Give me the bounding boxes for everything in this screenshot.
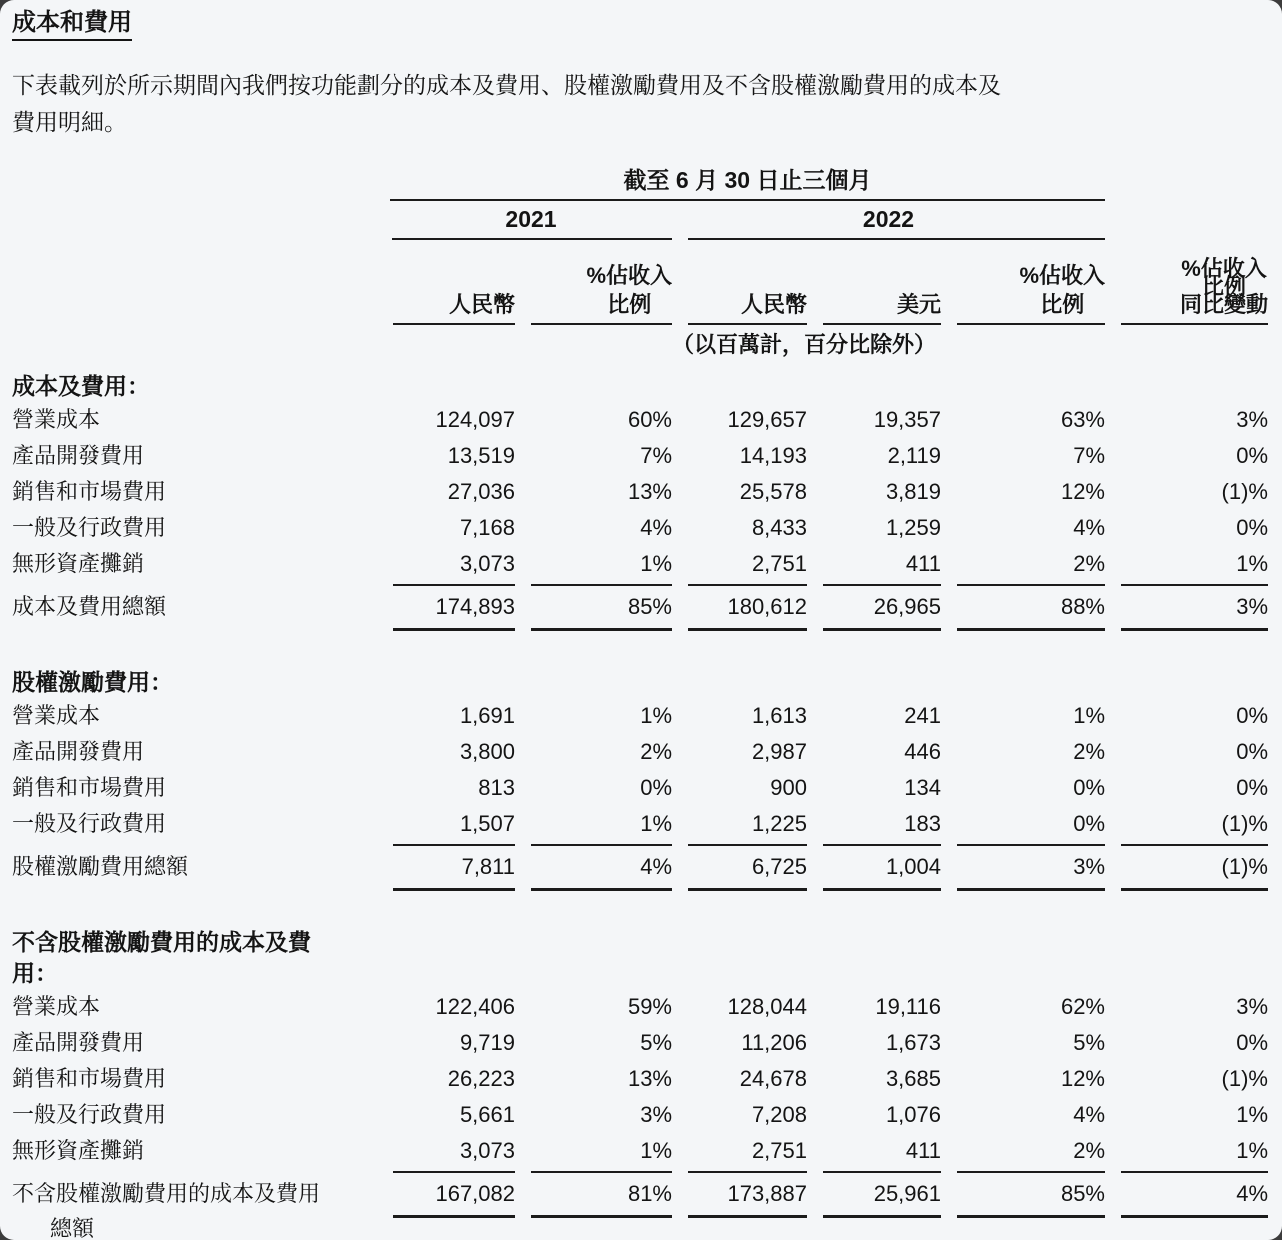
table-row — [12, 546, 1268, 582]
table-row — [12, 1061, 1268, 1097]
cell-value: 124,097 — [435, 407, 515, 432]
cell-value: 1% — [1073, 703, 1105, 728]
cell-value: 1,507 — [459, 811, 515, 836]
cell-value: 0% — [1236, 703, 1268, 728]
cell-value: 1% — [640, 1138, 672, 1163]
total-row — [12, 589, 1268, 625]
column-header-rmb-2021: 人民幣 — [448, 292, 515, 317]
cell-value: 167,082 — [435, 1181, 515, 1206]
cell-value: 3% — [640, 1102, 672, 1127]
column-header-pct-yoy: %佔收入 比例 同比變動 — [1179, 256, 1268, 317]
subtotal-rule — [12, 1169, 1268, 1176]
cell-value: 8,433 — [751, 515, 807, 540]
row-label: 產品開發費用 — [12, 1030, 145, 1055]
row-label: 一般及行政費用 — [12, 515, 167, 540]
table-row — [12, 989, 1268, 1025]
column-header-usd-2022: 美元 — [896, 292, 941, 317]
cell-value: 183 — [904, 811, 941, 836]
cell-value: 3,685 — [885, 1066, 941, 1091]
cell-value: 1,613 — [751, 703, 807, 728]
cell-value: 4% — [640, 515, 672, 540]
table-row — [12, 1133, 1268, 1169]
cell-value: 446 — [904, 739, 941, 764]
cell-value: 27,036 — [447, 479, 515, 504]
cell-value: 85% — [1060, 1181, 1105, 1206]
cell-value: (1)% — [1221, 1066, 1268, 1091]
cell-value: 2,119 — [887, 443, 941, 468]
cell-value: 0% — [1073, 811, 1105, 836]
cell-value: 128,044 — [727, 994, 807, 1019]
cell-value: 12% — [1060, 1066, 1105, 1091]
cell-value: 411 — [905, 551, 941, 576]
cell-value: 2% — [1073, 1138, 1105, 1163]
total-row — [12, 1176, 1268, 1240]
subtotal-rule — [12, 842, 1268, 849]
row-label: 無形資產攤銷 — [12, 551, 145, 576]
cell-value: 173,887 — [727, 1181, 807, 1206]
cell-value: 13,519 — [447, 443, 515, 468]
cell-value: 3% — [1236, 594, 1268, 619]
row-label: 不含股權激勵費用的成本及費用 總額 — [12, 1181, 321, 1240]
cell-value: 0% — [1236, 515, 1268, 540]
cell-value: 62% — [1060, 994, 1105, 1019]
table-row — [12, 1025, 1268, 1061]
cell-value: 2,987 — [751, 739, 807, 764]
cell-value: 14,193 — [739, 443, 807, 468]
table-row — [12, 402, 1268, 438]
row-label: 無形資產攤銷 — [12, 1138, 145, 1163]
column-header-pct-2021: %佔收入 比例 — [586, 263, 672, 317]
cell-value: 1% — [1236, 551, 1268, 576]
cell-value: 180,612 — [727, 594, 807, 619]
cell-value: 1,004 — [885, 854, 941, 879]
cell-value: 9,719 — [459, 1030, 515, 1055]
row-label: 一般及行政費用 — [12, 1102, 167, 1127]
cell-value: 1% — [640, 811, 672, 836]
cell-value: 11,206 — [741, 1030, 807, 1055]
cell-value: (1)% — [1221, 811, 1268, 836]
column-header-rules — [12, 321, 1268, 328]
table-row — [12, 510, 1268, 546]
row-label: 營業成本 — [12, 703, 101, 728]
table-row — [12, 770, 1268, 806]
cell-value: 1,076 — [885, 1102, 941, 1127]
table-row — [12, 806, 1268, 842]
table-row — [12, 438, 1268, 474]
row-label: 銷售和市場費用 — [12, 1066, 167, 1091]
cell-value: (1)% — [1221, 479, 1268, 504]
row-label: 營業成本 — [12, 994, 101, 1019]
cell-value: 0% — [1236, 775, 1268, 800]
cell-value: 3% — [1236, 407, 1268, 432]
cell-value: 3% — [1236, 994, 1268, 1019]
subtotal-rule — [12, 582, 1268, 589]
row-label: 銷售和市場費用 — [12, 775, 167, 800]
cell-value: 7% — [640, 443, 672, 468]
cell-value: 7,168 — [459, 515, 515, 540]
row-label: 成本及費用總額 — [12, 594, 167, 619]
cell-value: 3,800 — [459, 739, 515, 764]
cell-value: 2% — [1073, 739, 1105, 764]
cell-value: 241 — [904, 703, 941, 728]
table-row — [12, 698, 1268, 734]
cell-value: 0% — [1236, 1030, 1268, 1055]
unit-note: （以百萬計，百分比除外） — [672, 332, 937, 357]
table-row — [12, 1097, 1268, 1133]
cell-value: 1% — [640, 551, 672, 576]
cell-value: 2,751 — [751, 1138, 807, 1163]
cell-value: 5% — [1073, 1030, 1105, 1055]
cell-value: 4% — [1073, 515, 1105, 540]
cell-value: 7,208 — [751, 1102, 807, 1127]
cell-value: 2,751 — [751, 551, 807, 576]
cell-value: 13% — [627, 1066, 672, 1091]
year-2022-rule — [688, 238, 1105, 243]
cell-value: 3,073 — [459, 551, 515, 576]
period-header: 截至 6 月 30 日止三個月 — [623, 167, 872, 193]
year-2021-rule — [392, 238, 672, 243]
column-header-rmb-2022: 人民幣 — [740, 292, 807, 317]
intro-line-1: 下表載列於所示期間內我們按功能劃分的成本及費用、股權激勵費用及不含股權激勵費用的成本及 — [12, 72, 1001, 98]
cell-value: 3,819 — [885, 479, 941, 504]
row-label: 銷售和市場費用 — [12, 479, 167, 504]
cell-value: 0% — [1236, 443, 1268, 468]
cell-value: 85% — [627, 594, 672, 619]
cell-value: 1,225 — [751, 811, 807, 836]
year-header-2021: 2021 — [505, 206, 557, 232]
cell-value: 7,811 — [461, 854, 515, 879]
cell-value: 2% — [1073, 551, 1105, 576]
cell-value: 4% — [1073, 1102, 1105, 1127]
cell-value: 24,678 — [739, 1066, 807, 1091]
year-header-2022: 2022 — [862, 206, 915, 232]
cell-value: 12% — [1060, 479, 1105, 504]
cell-value: 1% — [640, 703, 672, 728]
cell-value: 4% — [1236, 1181, 1268, 1206]
table-row — [12, 474, 1268, 510]
row-label: 股權激勵費用總額 — [12, 854, 189, 879]
cell-value: 4% — [640, 854, 672, 879]
cell-value: 0% — [1073, 775, 1105, 800]
section-heading-costs: 成本及費用： — [12, 373, 150, 399]
cell-value: 2% — [640, 739, 672, 764]
total-rule — [12, 885, 1268, 895]
cell-value: 5,661 — [459, 1102, 515, 1127]
costs-and-expenses-table — [12, 165, 1268, 1240]
page-title: 成本和費用 — [12, 8, 132, 41]
total-rule — [12, 625, 1268, 635]
cell-value: 1,259 — [885, 515, 941, 540]
total-row — [12, 849, 1268, 885]
row-label: 營業成本 — [12, 407, 101, 432]
cell-value: 5% — [640, 1030, 672, 1055]
cell-value: 63% — [1060, 407, 1105, 432]
row-label: 產品開發費用 — [12, 739, 145, 764]
cell-value: 122,406 — [435, 994, 515, 1019]
section-heading-excl-sbc: 不含股權激勵費用的成本及費 用： — [12, 929, 311, 986]
row-label: 產品開發費用 — [12, 443, 145, 468]
cell-value: 3,073 — [459, 1138, 515, 1163]
cell-value: 6,725 — [751, 854, 807, 879]
cell-value: 59% — [627, 994, 672, 1019]
cell-value: 411 — [905, 1138, 941, 1163]
cell-value: 3% — [1073, 854, 1105, 879]
cell-value: 1% — [1236, 1138, 1268, 1163]
section-heading-sbc: 股權激勵費用： — [12, 669, 173, 695]
cell-value: 25,578 — [739, 479, 807, 504]
cell-value: 19,116 — [875, 994, 941, 1019]
cell-value: 1,673 — [885, 1030, 941, 1055]
cell-value: 88% — [1060, 594, 1105, 619]
cell-value: 13% — [627, 479, 672, 504]
cell-value: 7% — [1073, 443, 1105, 468]
intro-line-2: 費用明細。 — [12, 109, 127, 135]
intro-paragraph — [12, 67, 1268, 141]
cell-value: 60% — [627, 407, 672, 432]
cell-value: 81% — [627, 1181, 672, 1206]
cell-value: 26,223 — [447, 1066, 515, 1091]
cell-value: 0% — [640, 775, 672, 800]
cell-value: 19,357 — [873, 407, 941, 432]
cell-value: (1)% — [1221, 854, 1268, 879]
table-row — [12, 734, 1268, 770]
cell-value: 25,961 — [873, 1181, 941, 1206]
cell-value: 174,893 — [435, 594, 515, 619]
cell-value: 813 — [478, 775, 515, 800]
cell-value: 1,691 — [459, 703, 515, 728]
cell-value: 1% — [1236, 1102, 1268, 1127]
cell-value: 134 — [904, 775, 941, 800]
row-label: 一般及行政費用 — [12, 811, 167, 836]
cell-value: 129,657 — [727, 407, 807, 432]
cell-value: 26,965 — [873, 594, 941, 619]
column-header-pct-2022: %佔收入 比例 — [1019, 263, 1105, 317]
cell-value: 900 — [770, 775, 807, 800]
cell-value: 0% — [1236, 739, 1268, 764]
